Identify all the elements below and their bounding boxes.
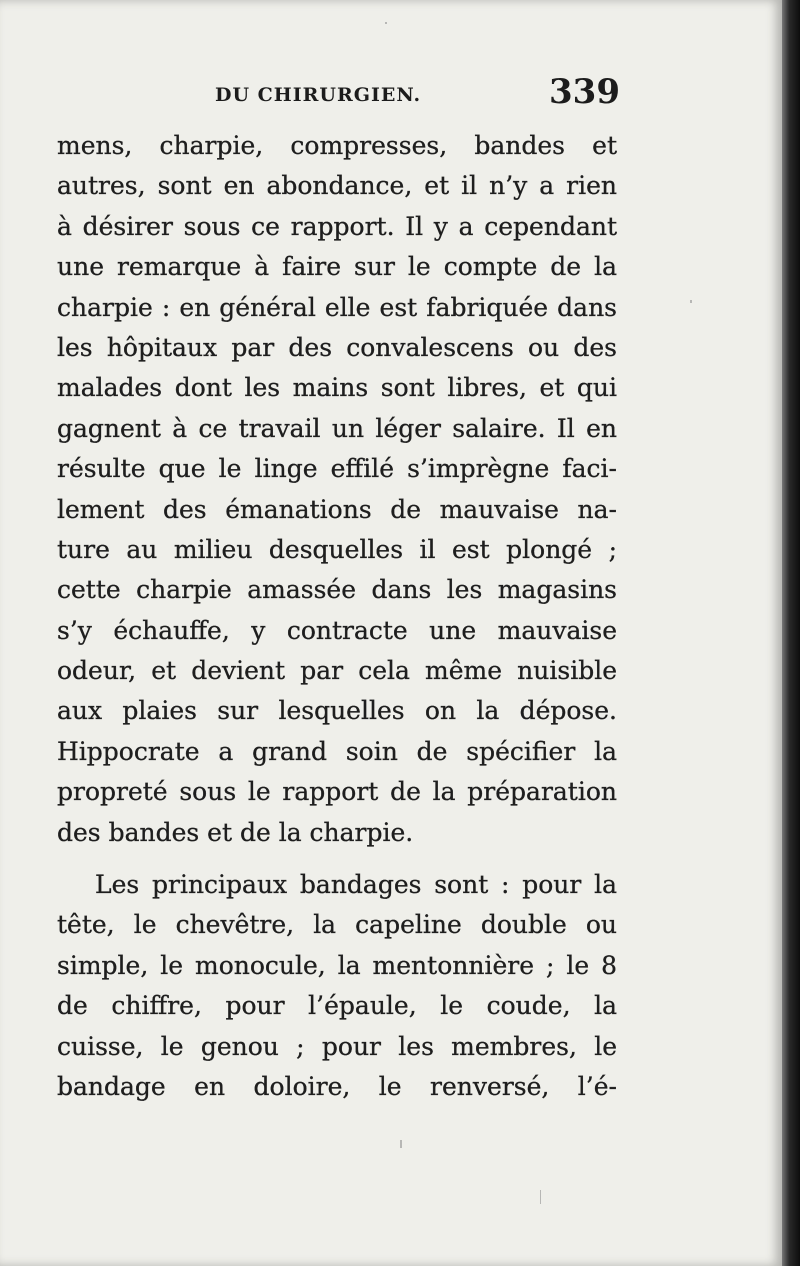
paragraph-1 xyxy=(57,126,617,853)
paper-speck xyxy=(400,1140,402,1148)
book-spine-shadow xyxy=(782,0,800,1266)
text-line: bandage en doloire, le renversé, l’é- xyxy=(57,1071,617,1101)
text-line: s’y échauffe, y contracte une mauvaise xyxy=(57,615,617,645)
text-line: autres, sont en abondance, et il n’y a rien xyxy=(57,171,617,201)
text-line: lement des émanations de mauvaise na- xyxy=(57,494,617,524)
text-line: propreté sous le rapport de la préparation xyxy=(57,777,617,807)
paragraph-gap xyxy=(57,853,617,865)
text-line: odeur, et devient par cela même nuisible xyxy=(57,656,617,686)
text-line: des bandes et de la charpie. xyxy=(57,817,414,847)
text-line: aux plaies sur lesquelles on la dépose. xyxy=(57,696,617,726)
text-line: mens, charpie, compresses, bandes et xyxy=(57,131,617,160)
text-line: Les principaux bandages sont : pour la xyxy=(95,870,617,900)
text-line: Hippocrate a grand soin de spécifier la xyxy=(57,736,617,766)
paper-speck xyxy=(690,300,692,303)
text-line: charpie : en général elle est fabriquée dans xyxy=(57,292,617,322)
text-line: malades dont les mains sont libres, et qui xyxy=(57,373,617,403)
text-line: une remarque à faire sur le compte de la xyxy=(57,252,617,282)
text-line: résulte que le linge effilé s’imprègne faci- xyxy=(57,454,617,484)
paper-speck xyxy=(385,22,387,24)
text-line: ture au milieu desquelles il est plongé ; xyxy=(57,534,617,564)
text-line: de chiffre, pour l’épaule, le coude, la xyxy=(57,991,617,1021)
text-line: à désirer sous ce rapport. Il y a cependant xyxy=(57,211,617,241)
paragraph-2 xyxy=(57,865,617,1107)
body-text xyxy=(57,126,617,1107)
paper-speck xyxy=(540,1190,541,1204)
text-line: cuisse, le genou ; pour les membres, le xyxy=(57,1031,617,1061)
running-head: DU CHIRURGIEN. xyxy=(215,84,422,106)
text-line: tête, le chevêtre, la capeline double ou xyxy=(57,910,617,940)
text-line: cette charpie amassée dans les magasins xyxy=(57,575,617,605)
text-line: gagnent à ce travail un léger salaire. Il en xyxy=(57,413,617,443)
text-line: simple, le monocule, la mentonnière ; le 8 xyxy=(57,950,617,980)
page-header xyxy=(60,72,620,118)
text-line: les hôpitaux par des convalescens ou des xyxy=(57,332,617,362)
page-number: 339 xyxy=(549,72,620,112)
